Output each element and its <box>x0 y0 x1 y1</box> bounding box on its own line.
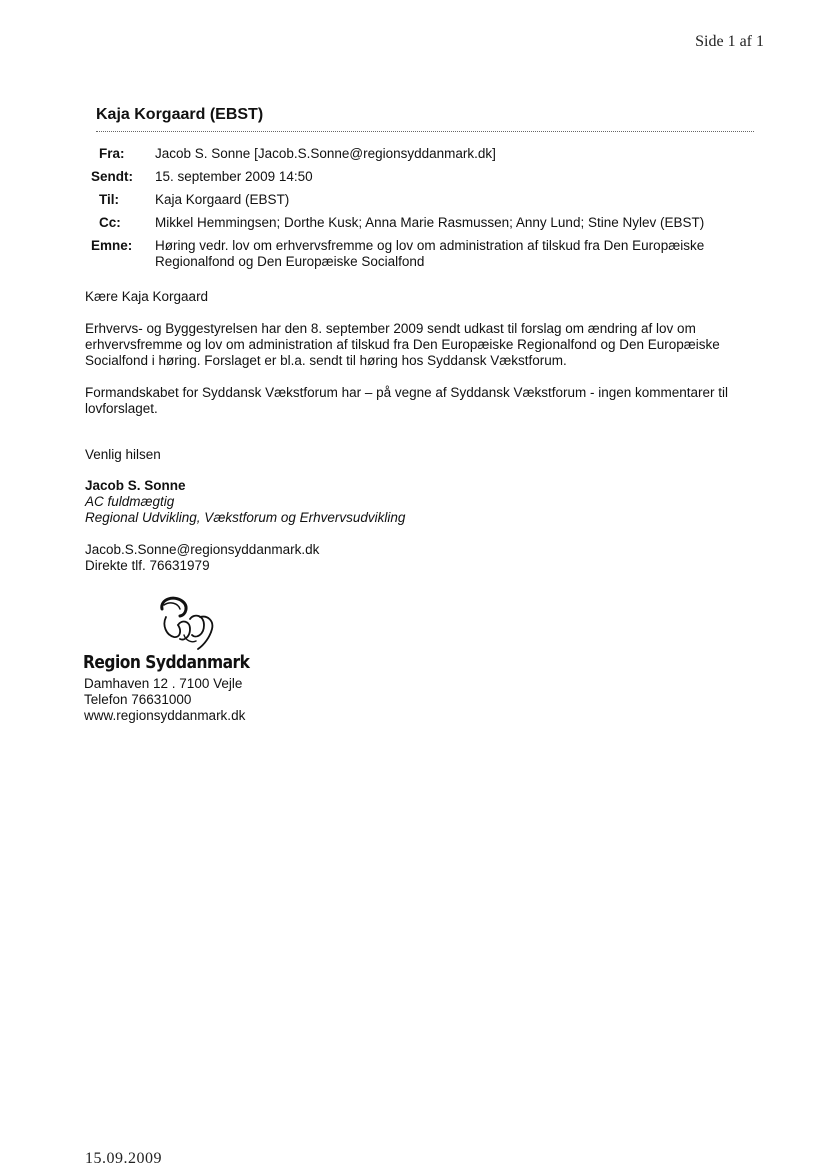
title-divider <box>96 131 754 132</box>
signature-contact <box>85 542 765 574</box>
header-label: Cc: <box>99 215 121 230</box>
signature-title: AC fuldmægtig <box>85 494 175 509</box>
header-value-cc: Mikkel Hemmingsen; Dorthe Kusk; Anna Marie Rasmussen; Anny Lund; Stine Nylev (EBST) <box>155 215 705 230</box>
body-paragraph: Erhvervs- og Byggestyrelsen har den 8. september 2009 sendt udkast til forslag om ændring af lov om erhvervsfremme og lov om administration af tilskud fra Den Europæiske Regionalfond og Den Europæiske Socialfond i høring. Forslaget er bl.a. sendt til høring hos Syddansk Vækstforum. <box>85 321 720 368</box>
signature-email: Jacob.S.Sonne@regionsyddanmark.dk <box>85 542 320 557</box>
header-value-to: Kaja Korgaard (EBST) <box>155 192 290 207</box>
organization-name: Region Syddanmark <box>83 652 250 673</box>
email-header-table <box>85 146 765 277</box>
page-number: Side 1 af 1 <box>695 33 764 50</box>
signature-name: Jacob S. Sonne <box>85 478 186 493</box>
organization-website: www.regionsyddanmark.dk <box>84 708 246 723</box>
header-row-cc <box>85 215 765 238</box>
header-row-to <box>85 192 765 215</box>
organization-address-block <box>84 676 245 724</box>
header-value-sent: 15. september 2009 14:50 <box>155 169 313 184</box>
header-value-subject: Høring vedr. lov om erhvervsfremme og lov om administration af tilskud fra Den Europæiske Regionalfond og Den Europæiske Socialfond <box>155 238 705 269</box>
signature-phone: Direkte tlf. 76631979 <box>85 558 210 573</box>
header-value-from: Jacob S. Sonne [Jacob.S.Sonne@regionsyddanmark.dk] <box>155 146 496 161</box>
signature-department: Regional Udvikling, Vækstforum og Erhvervsudvikling <box>85 510 406 525</box>
organization-address: Damhaven 12 . 7100 Vejle <box>84 676 243 691</box>
header-row-from <box>85 146 765 169</box>
header-label: Emne: <box>91 238 133 253</box>
closing: Venlig hilsen <box>85 447 161 462</box>
header-row-sent <box>85 169 765 192</box>
body-paragraph: Formandskabet for Syddansk Vækstforum har – på vegne af Syddansk Vækstforum - ingen kommentarer til lovforslaget. <box>85 385 729 416</box>
footer-date: 15.09.2009 <box>85 1150 162 1167</box>
greeting: Kære Kaja Korgaard <box>85 289 209 304</box>
organization-phone: Telefon 76631000 <box>84 692 192 707</box>
region-syddanmark-logo-icon <box>156 595 222 651</box>
header-label: Fra: <box>99 146 125 161</box>
header-label: Til: <box>99 192 119 207</box>
email-body <box>85 289 765 574</box>
email-title: Kaja Korgaard (EBST) <box>96 106 264 123</box>
header-label: Sendt: <box>91 169 133 184</box>
header-row-subject <box>85 238 765 277</box>
